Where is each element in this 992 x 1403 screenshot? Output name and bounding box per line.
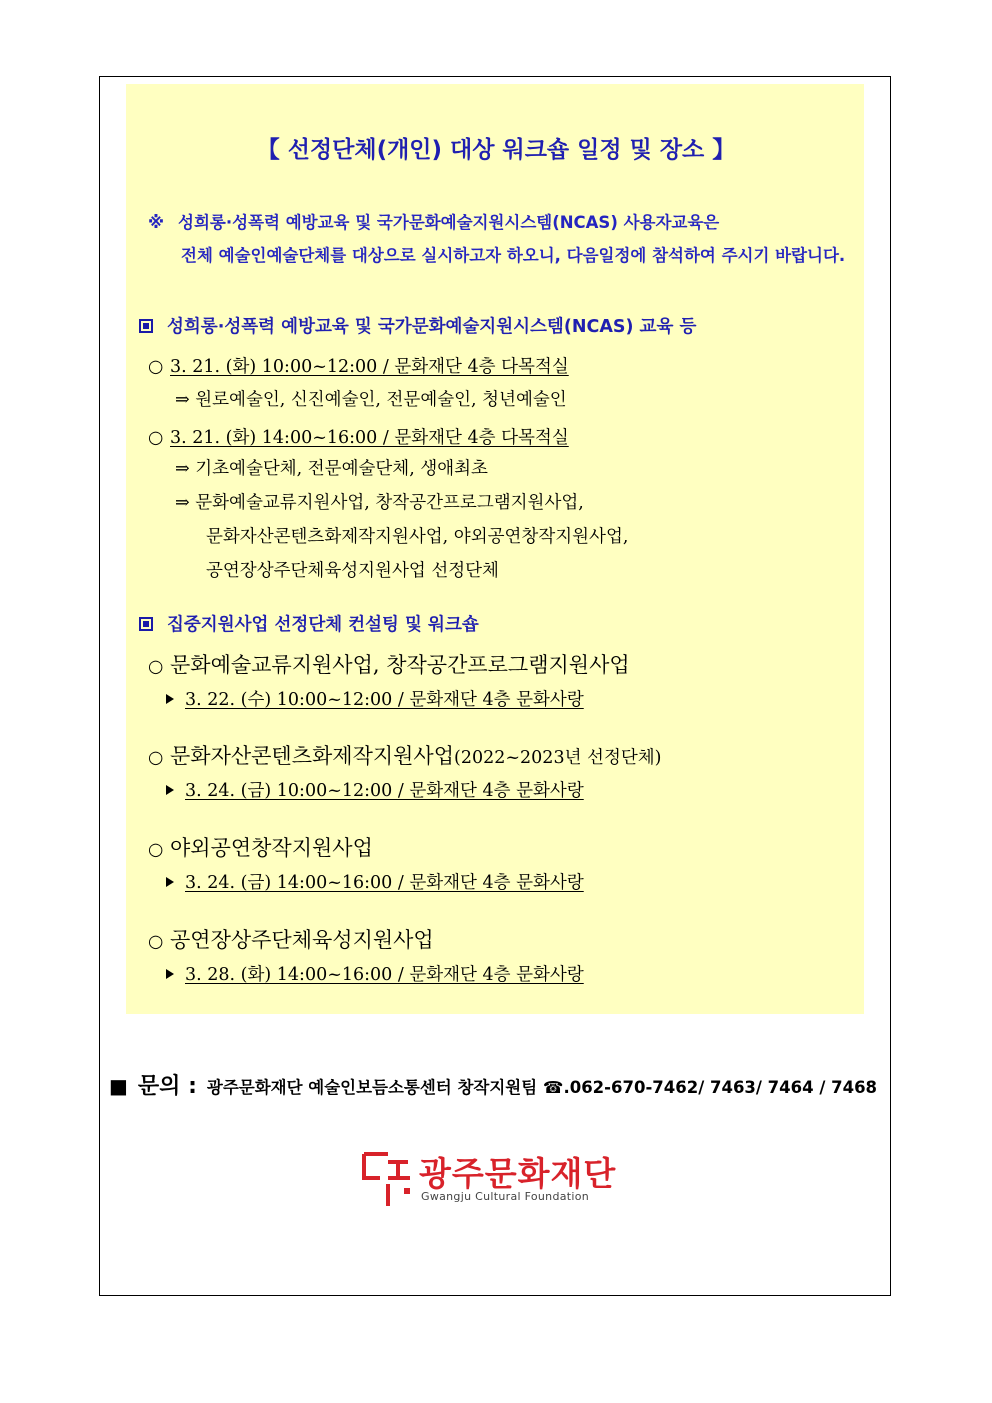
foundation-logo-name: 광주문화재단: [419, 1154, 617, 1193]
section2-heading: 집중지원사업 선정단체 컨설팅 및 워크숍: [167, 615, 479, 635]
program2-name: 문화자산콘텐츠화제작지원사업: [170, 744, 455, 768]
session2-target-2: ⇒ 문화예술교류지원사업, 창작공간프로그램지원사업,: [175, 493, 584, 513]
triangle-icon: [166, 877, 174, 887]
reference-mark-icon: ※: [148, 213, 165, 232]
program2-row: [148, 740, 662, 770]
notice-text-2: 전체 예술인예술단체를 대상으로 실시하고자 하오니, 다음일정에 참석하여 주시기 바랍니다.: [181, 246, 846, 265]
circle-icon: ○: [148, 932, 164, 952]
program3-schedule-row: [166, 869, 584, 894]
session2-target-3: 문화자산콘텐츠화제작지원사업, 야외공연창작지원사업,: [206, 527, 629, 547]
program3-row: [148, 832, 373, 862]
program1-schedule-row: [166, 686, 584, 711]
contact-bullet-icon: ■: [109, 1074, 128, 1098]
square-icon: [139, 319, 153, 333]
page-title: 【 선정단체(개인) 대상 워크숍 일정 및 장소 】: [256, 137, 736, 163]
circle-icon: ○: [148, 657, 164, 677]
program3-schedule: 3. 24. (금) 14:00~16:00 / 문화재단 4층 문화사랑: [185, 873, 584, 893]
session2-target-1: ⇒ 기초예술단체, 전문예술단체, 생애최초: [175, 459, 488, 479]
triangle-icon: [166, 694, 174, 704]
session1-schedule: 3. 21. (화) 10:00~12:00 / 문화재단 4층 다목적실: [170, 357, 569, 377]
notice-line-1: [148, 209, 719, 233]
section2-heading-row: [139, 611, 479, 636]
contact-row: [109, 1069, 877, 1100]
session1-row: [148, 353, 569, 378]
program1-schedule: 3. 22. (수) 10:00~12:00 / 문화재단 4층 문화사랑: [185, 690, 584, 710]
program2-suffix: (2022~2023년 선정단체): [454, 748, 662, 768]
session2-target-4: 공연장상주단체육성지원사업 선정단체: [206, 561, 499, 581]
section1-heading: 성희롱·성폭력 예방교육 및 국가문화예술지원시스템(NCAS) 교육 등: [167, 317, 697, 337]
session2-row: [148, 424, 569, 449]
triangle-icon: [166, 969, 174, 979]
foundation-logo-icon: [358, 1148, 414, 1210]
triangle-icon: [166, 785, 174, 795]
program4-schedule-row: [166, 961, 584, 986]
program2-schedule: 3. 24. (금) 10:00~12:00 / 문화재단 4층 문화사랑: [185, 781, 584, 801]
program2-schedule-row: [166, 777, 584, 802]
contact-label: 문의 :: [137, 1074, 197, 1099]
program3-name: 야외공연창작지원사업: [170, 836, 373, 860]
circle-icon: ○: [148, 840, 164, 860]
contact-text: 광주문화재단 예술인보듬소통센터 창작지원팀 ☎.062-670-7462/ 7463/ 7464 / 7468: [206, 1078, 878, 1097]
section1-heading-row: [139, 313, 696, 338]
program4-schedule: 3. 28. (화) 14:00~16:00 / 문화재단 4층 문화사랑: [185, 965, 584, 985]
notice-text-1: 성희롱·성폭력 예방교육 및 국가문화예술지원시스템(NCAS) 사용자교육은: [178, 213, 720, 232]
circle-icon: ○: [148, 357, 164, 377]
square-icon: [139, 617, 153, 631]
foundation-logo-english: Gwangju Cultural Foundation: [421, 1190, 590, 1203]
session2-schedule: 3. 21. (화) 14:00~16:00 / 문화재단 4층 다목적실: [170, 428, 569, 448]
program4-row: [148, 924, 434, 954]
circle-icon: ○: [148, 748, 164, 768]
program1-name: 문화예술교류지원사업, 창작공간프로그램지원사업: [170, 653, 630, 677]
circle-icon: ○: [148, 428, 164, 448]
session1-target: ⇒ 원로예술인, 신진예술인, 전문예술인, 청년예술인: [175, 390, 567, 410]
program4-name: 공연장상주단체육성지원사업: [170, 928, 434, 952]
program1-row: [148, 649, 630, 679]
